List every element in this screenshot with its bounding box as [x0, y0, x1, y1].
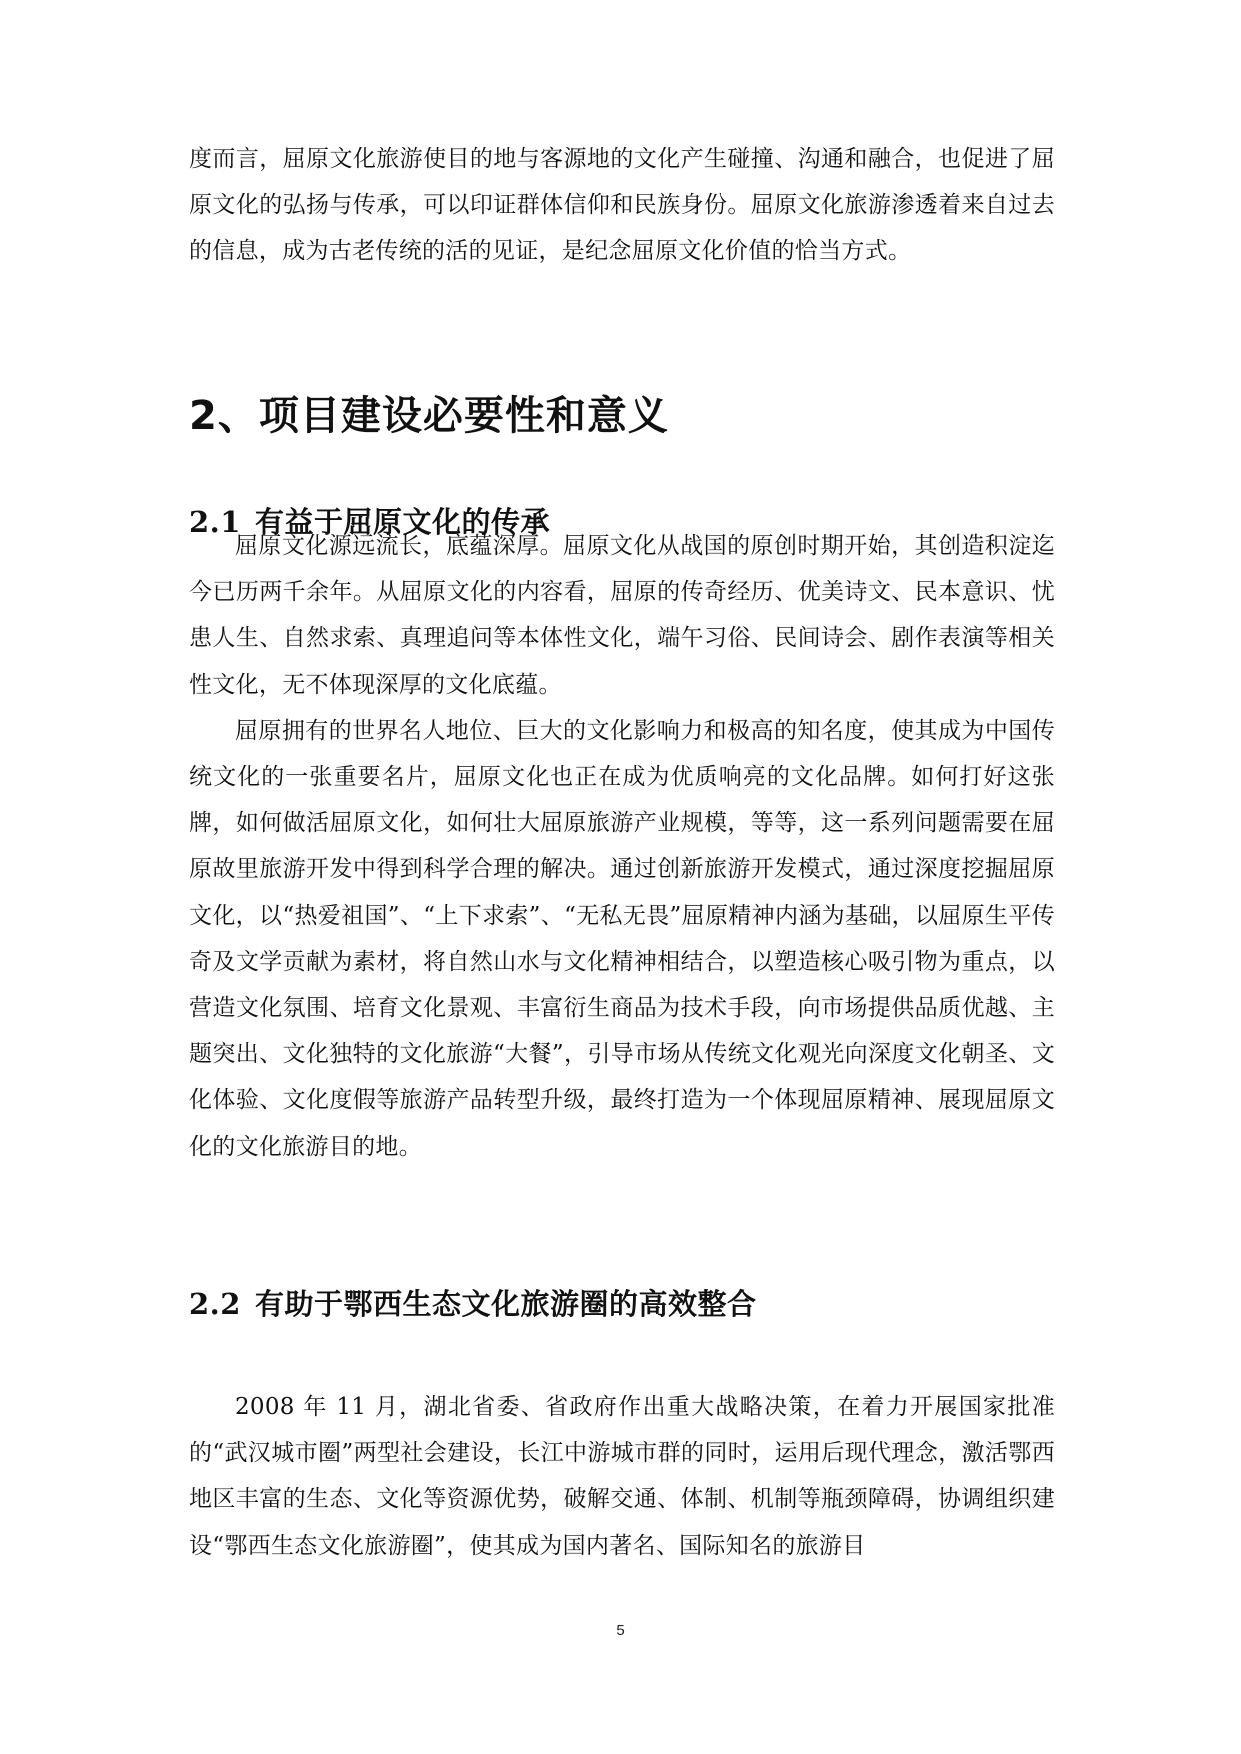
subsection-2-1-number: 2.1 — [189, 505, 241, 539]
paragraph: 屈原文化源远流长，底蕴深厚。屈原文化从战国的原创时期开始，其创造积淀迄今已历两千余年。从屈原文化的内容看，屈原的传奇经历、优美诗文、民本意识、忧患人生、自然求索、真理追问等本体性文化，端午习俗、民间诗会、剧作表演等相关性文化，无不体现深厚的文化底蕴。 — [189, 533, 1055, 698]
page-number: 5 — [616, 1622, 625, 1639]
subsection-2-2-number: 2.2 — [189, 1287, 241, 1321]
paragraph: 2008 年 11 月，湖北省委、省政府作出重大战略决策，在着力开展国家批准的“武汉城市圈”两型社会建设，长江中游城市群的同时，运用后现代理念，激活鄂西地区丰富的生态、文化等资源优势，破解交通、体制、机制等瓶颈障碍，协调组织建设“鄂西生态文化旅游圈”，使其成为国内著名、国际知名的旅游目 — [189, 1394, 1055, 1559]
paragraph: 屈原拥有的世界名人地位、巨大的文化影响力和极高的知名度，使其成为中国传统文化的一张重要名片，屈原文化也正在成为优质响亮的文化品牌。如何打好这张牌，如何做活屈原文化，如何壮大屈原旅游产业规模，等等，这一系列问题需要在屈原故里旅游开发中得到科学合理的解决。通过创新旅游开发模式，通过深度挖掘屈原文化，以“热爱祖国”、“上下求索”、“无私无畏”屈原精神内涵为基础，以屈原生平传奇及文学贡献为素材，将自然山水与文化精神相结合，以塑造核心吸引物为重点，以营造文化氛围、培育文化景观、丰富衍生商品为技术手段，向市场提供品质优越、主题突出、文化独特的文化旅游“大餐”，引导市场从传统文化观光向深度文化朝圣、文化体验、文化度假等旅游产品转型升级，最终打造为一个体现屈原精神、展现屈原文化的文化旅游目的地。 — [189, 717, 1055, 1160]
subsection-2-2-body — [189, 1384, 1055, 1569]
subsection-2-1-body — [189, 523, 1055, 1170]
section-heading: 2、项目建设必要性和意义 — [189, 393, 669, 439]
intro-block — [189, 136, 1055, 275]
subsection-2-2-heading-block — [189, 1284, 1055, 1324]
subsection-2-2-heading — [189, 1284, 1055, 1324]
subsection-2-2-title: 有助于鄂西生态文化旅游圈的高效整合 — [254, 1287, 757, 1321]
intro-paragraph: 度而言，屈原文化旅游使目的地与客源地的文化产生碰撞、沟通和融合，也促进了屈原文化的弘扬与传承，可以印证群体信仰和民族身份。屈原文化旅游渗透着来自过去的信息，成为古老传统的活的见证，是纪念屈原文化价值的恰当方式。 — [189, 146, 1055, 265]
subsection-2-1-title: 有益于屈原文化的传承 — [254, 505, 550, 539]
